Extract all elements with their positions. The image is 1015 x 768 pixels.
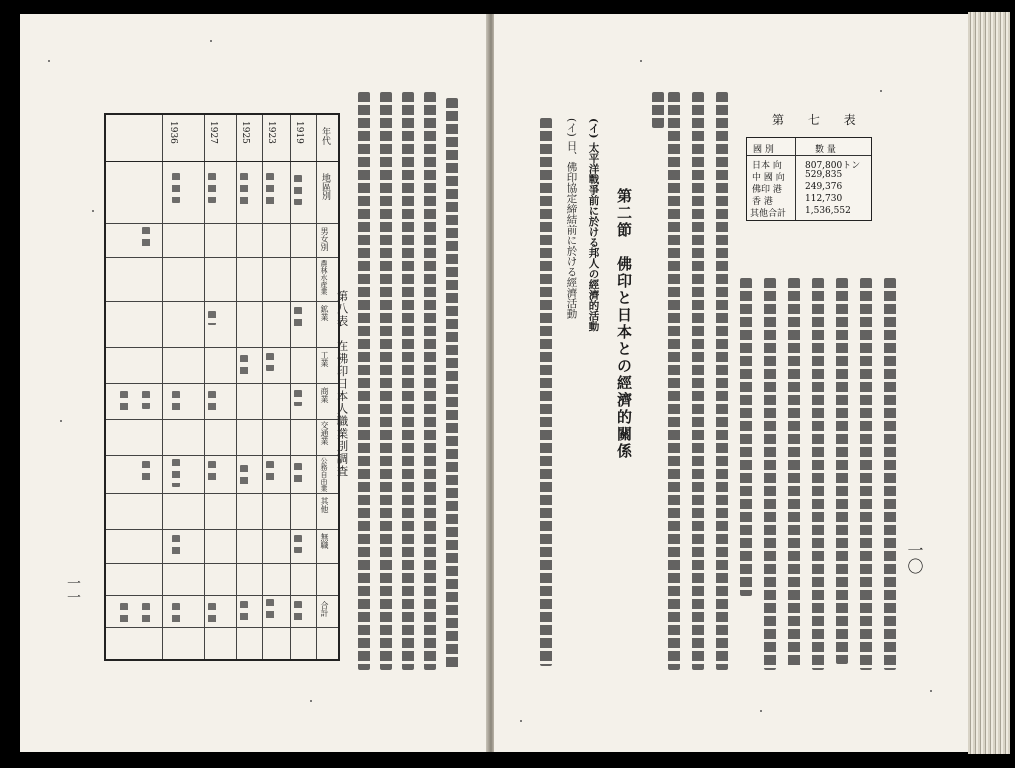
page-edges bbox=[968, 12, 1010, 754]
table-8 bbox=[104, 113, 340, 661]
table-7-row-value: 112,730 bbox=[805, 194, 843, 204]
subsection-heading: (イ) 太平洋戰爭前に於ける邦人の經濟的活動 bbox=[587, 118, 600, 332]
table-7-row-country: 日本 向 bbox=[752, 161, 782, 171]
table-8-year: 1919 bbox=[294, 121, 304, 144]
table-8-header-mining: 鉱業 bbox=[320, 305, 329, 321]
sub-heading: (イ) 日、佛印協定締結前に於ける經濟活動 bbox=[565, 118, 578, 319]
table-8-header-commerce: 商業 bbox=[320, 387, 329, 403]
table-8-header-farming: 農林水産業 bbox=[320, 260, 328, 295]
left-page-number: 一一 bbox=[65, 576, 81, 604]
table-7-title: 第 七 表 bbox=[772, 113, 866, 127]
table-8-title: 第八表 在佛印日本人職業別調査 bbox=[335, 290, 350, 478]
table-8-header-transport: 交通業 bbox=[320, 421, 329, 445]
section-title: 第二節 佛印と日本との經濟的關係 bbox=[615, 188, 633, 460]
table-8-header-public: 公務自由業 bbox=[320, 457, 328, 492]
table-8-header-none: 無職 bbox=[320, 533, 329, 549]
table-7-row-country: 佛印 港 bbox=[752, 185, 782, 195]
table-8-header-total: 合計 bbox=[320, 601, 329, 617]
table-8-header-industry: 工業 bbox=[320, 351, 329, 367]
table-8-header-sex: 男女別 bbox=[320, 227, 329, 251]
table-7-header-country: 國 別 bbox=[753, 145, 774, 155]
table-8-year: 1927 bbox=[208, 121, 218, 144]
table-8-year: 1923 bbox=[266, 121, 276, 144]
right-page-number: 一〇 bbox=[905, 542, 924, 574]
table-8-header-region: 地區別 bbox=[320, 173, 330, 200]
table-7-row-value: 249,376 bbox=[805, 182, 843, 192]
table-7-row-country: 中 國 向 bbox=[752, 173, 785, 183]
table-7-row-country: 其他合計 bbox=[750, 209, 787, 219]
table-7-row-value: 807,800トン bbox=[805, 161, 861, 171]
table-7 bbox=[746, 137, 872, 221]
table-8-header-year: 年代 bbox=[320, 127, 330, 145]
table-8-year: 1936 bbox=[168, 121, 178, 144]
table-8-year: 1925 bbox=[240, 121, 250, 144]
table-7-row-country: 香 港 bbox=[752, 197, 773, 207]
table-7-row-value: 1,536,552 bbox=[805, 206, 851, 216]
table-8-header-other: 其他 bbox=[320, 497, 329, 513]
table-7-row-value: 529,835 bbox=[805, 170, 843, 180]
table-7-header-value: 數 量 bbox=[815, 145, 836, 155]
